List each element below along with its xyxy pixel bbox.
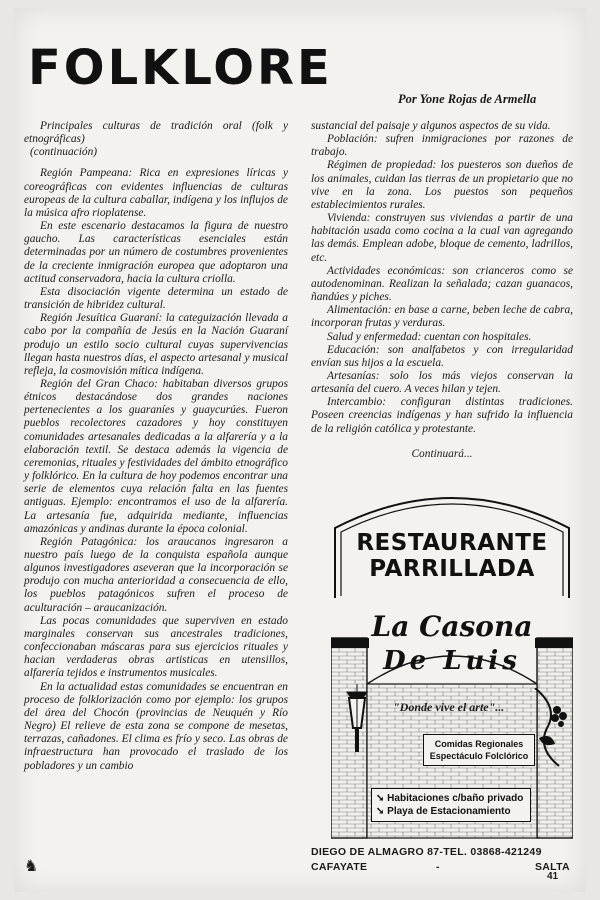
ad-script-name: La Casona [371, 610, 533, 643]
ad-city: CAFAYATE [311, 861, 368, 873]
ad-heading-parrillada: PARRILLADA [369, 556, 535, 582]
restaurant-advertisement [331, 488, 573, 840]
grapevine-icon [529, 688, 573, 768]
service-line: Comidas Regionales [434, 739, 524, 749]
ad-heading-restaurante: RESTAURANTE [356, 530, 548, 556]
paragraph: Las pocas comunidades que superviven en estado marginales conservan sus ancestrales tradiciones, confeccionaban máscaras para sus ejercicios rituales y hacian verdaderas obras artisticas en utensillos, alfarería tejidos e instrumentos musicales. [24, 614, 288, 680]
ad-services-box [423, 734, 535, 766]
continued-note: Continuará... [411, 447, 473, 460]
ad-script-name-2: De Luis [383, 646, 521, 676]
lantern-icon [337, 684, 377, 754]
page-number: 41 [547, 871, 559, 882]
arrow-icon: ➘ [376, 793, 388, 804]
left-text-column [24, 120, 288, 773]
subtitle: Principales culturas de tradición oral (folk y etnográficas) [24, 120, 288, 146]
paragraph: Región del Gran Chaco: habitaban diversos grupos étnicos destacándose dos grandes naciones pertenecientes a los guaraníes y guaycurúes. Fueron pueblos recolectores cazadores y hoy constituyen comunidades artesanales dedicadas a la alfarería y a la elaboración textil. Se destaca además la vigencia de ceremonias, rituales y festividades del ámbito etnográfico y folklórico. En la cultura de hoy podemos encontrar una serie de elementos cuya relación falta en las fuentes antiguas. Ejemplo: encontramos el uso de la alfarería. La artesanía fue, adquirida mediante, influencias amazónicas y andinas durante la época colonial. [24, 377, 288, 535]
continuation-note: (continuación) [30, 146, 98, 159]
arrow-icon: ➘ [376, 806, 388, 817]
paragraph: Región Patagónica: los araucanos ingresaron a nuestro país luego de la conquista española aunque algunos investigadores aseveran que la incorporación se produjo con mucha anterioridad a consecuencia de ello, los pueblos patagónicos sufren el proceso de aculturación – araucanización. [24, 535, 288, 614]
paragraph: Región Jesuítica Guaraní: la categuización llevada a cabo por la compañía de Jesús en la Nación Guaraní produjo un estilo socio cultural cuyas supervivencias llegan hasta nuestros días, el aspecto artesanal y musical refleja, la cosmovisión mítica indígena. [24, 312, 288, 377]
service-line: Espectáculo Folclórico [429, 751, 529, 761]
paragraph: Población: sufren inmigraciones por razones de trabajo. [311, 133, 573, 159]
decorative-figure-icon: ♞ [24, 858, 39, 875]
paragraph: Régimen de propiedad: los puesteros son dueños de los animales, cuidan las tierras de un propietario que no vive en la zona. Los puestos son pequeños establecimientos rurales. [311, 159, 573, 211]
paragraph: Esta disociación vigente determina un estado de transición de hibridez cultural. [24, 285, 288, 312]
ad-province: SALTA [535, 861, 570, 873]
ad-address: DIEGO DE ALMAGRO 87-TEL. 03868-421249 [311, 846, 542, 858]
paragraph: Intercambio: configuran distintas tradiciones. Poseen creencias indígenas y han sufrido la influencia de la religión católica y protestante. [311, 396, 573, 435]
author-byline: Por Yone Rojas de Armella [398, 92, 537, 106]
ad-separator: - [436, 861, 440, 873]
section-title: FOLKLORE [28, 40, 333, 96]
paragraph: En la actualidad estas comunidades se encuentran en proceso de folklorización como por ejemplo: los grupos del área del Chocón (provincias de Neuquén y Río Negro) El relieve de esta zona se compone de mesetas, terrazas, cañadones. El clima es frío y seco. Las obras de infraestructura han provocado el traslado de los pobladores y un cambio [24, 680, 288, 772]
paragraph: Región Pampeana: Rica en expresiones líricas y coreográficas con evidentes influencias de culturas europeas de la cultura caballar, indígena y los influjos de la música afro rioplatense. [24, 167, 288, 219]
paragraph: Artesanías: solo los más viejos conservan la artesanía del cuero. A veces hilan y tejen. [311, 369, 573, 396]
right-text-column [311, 120, 573, 461]
paragraph: Educación: son analfabetos y con irregularidad envían sus hijos a la escuela. [311, 343, 573, 369]
amenity-line: ➘ Habitaciones c/baño privado [376, 793, 524, 804]
paragraph: sustancial del paisaje y algunos aspectos de su vida. [311, 120, 551, 132]
ad-motto: "Donde vive el arte"... [393, 700, 505, 714]
amenity-line: ➘ Playa de Estacionamiento [376, 806, 511, 817]
ad-amenities-box [371, 788, 531, 822]
paragraph: Actividades económicas: son crianceros como se autodenominan. Realizan la señalada; cazan guanacos, ñandúes y piches. [311, 264, 573, 304]
paragraph: En este escenario destacamos la figura de nuestro gaucho. Las características esenciales están determinadas por un número de costumbres provenientes de la creciente inmigración europea que adoptaron una actitud conservadora, hacia la cultura criolla. [24, 220, 288, 285]
paragraph: Alimentación: en base a carne, beben leche de cabra, incorporan frutas y verduras. [311, 304, 573, 330]
paragraph: Vivienda: construyen sus viviendas a partir de una habitación usada como cocina a la cual van agregando las demás. Emplean adobe, bloque de cemento, ladrillos, etc. [311, 212, 573, 264]
paragraph: Salud y enfermedad: cuentan con hospitales. [327, 330, 532, 343]
